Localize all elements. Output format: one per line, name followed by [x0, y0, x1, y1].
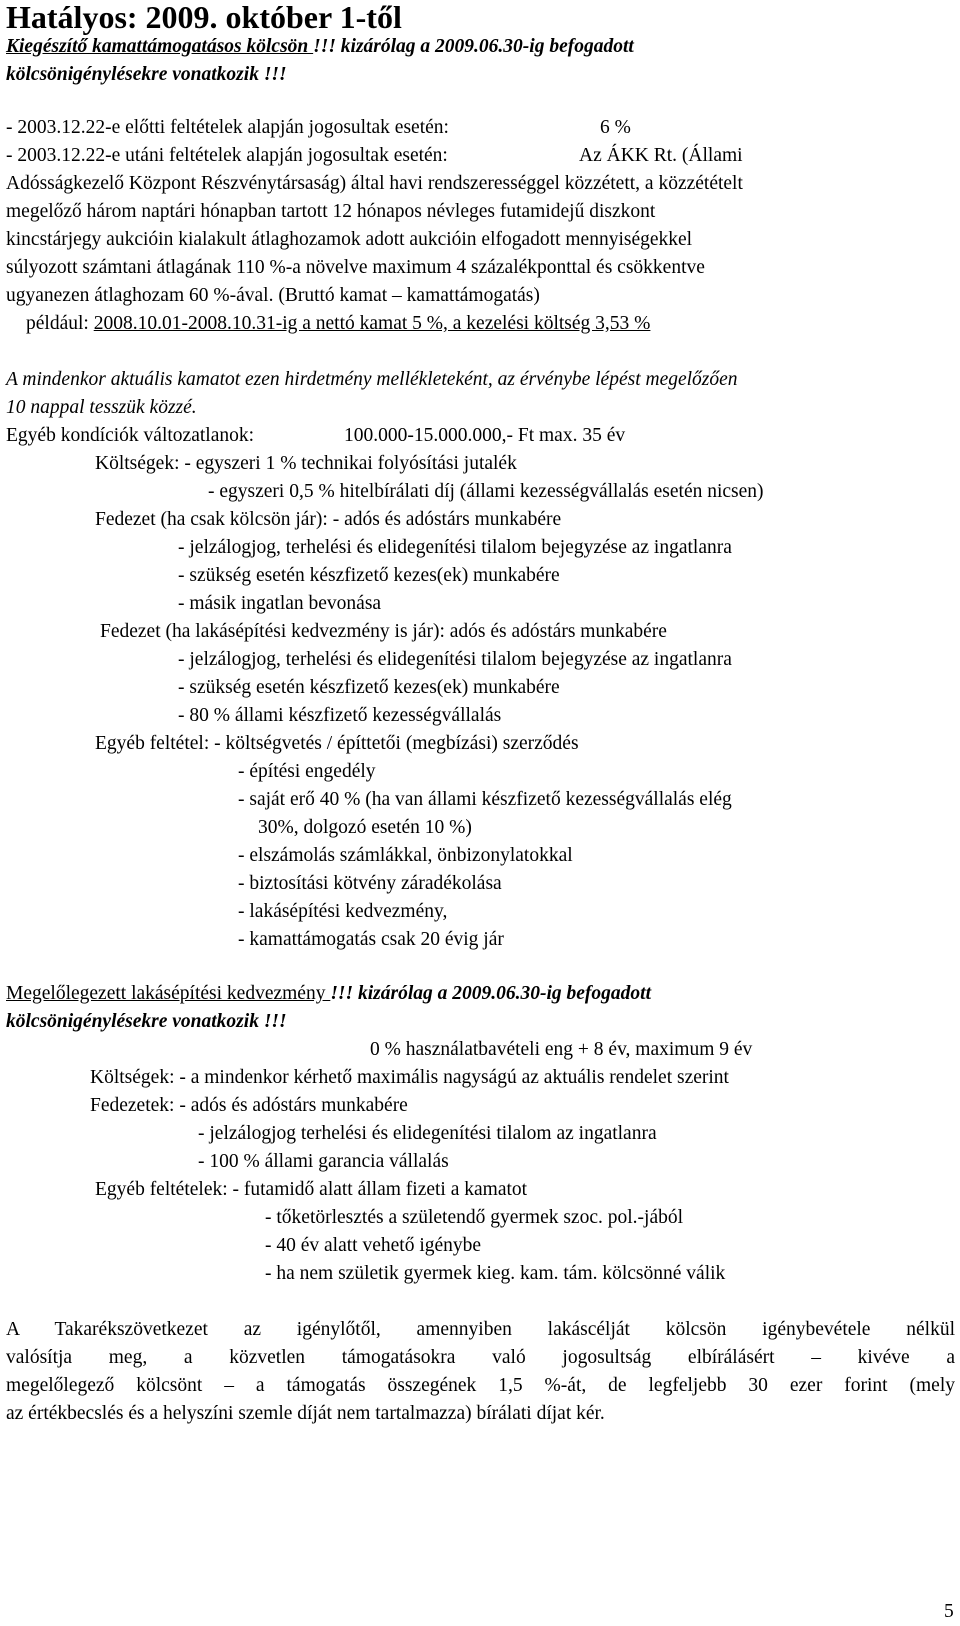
closing-paragraph-line: valósítja meg, a közvetlen támogatásokra való jogosultság elbírálásért – kivéve a [6, 1347, 955, 1368]
other-condition-line: - elszámolás számlákkal, önbizonylatokkal [238, 845, 573, 866]
collateral-line: - jelzálogjog, terhelési és elidegenítési tilalom bejegyzése az ingatlanra [178, 537, 732, 558]
closing-paragraph-line: A Takarékszövetkezet az igénylőtől, amennyiben lakáscélját kölcsön igénybevétele nélkül [6, 1319, 955, 1340]
rate-row-value: 6 % [600, 117, 631, 138]
other-condition-line: - tőketörlesztés a születendő gyermek szoc. pol.-jából [265, 1207, 684, 1228]
conditions-line [6, 422, 626, 450]
notice-line: 10 nappal tesszük közzé. [6, 397, 197, 418]
collateral-line: - szükség esetén készfizető kezes(ek) munkabére [178, 565, 560, 586]
rate-row-label: - 2003.12.22-e utáni feltételek alapján jogosultak esetén: [6, 145, 448, 166]
conditions-value: 100.000-15.000.000,- Ft max. 35 év [344, 425, 626, 446]
section-heading-note: !!! kizárólag a 2009.06.30-ig befogadott [313, 36, 634, 57]
other-condition-line: - kamattámogatás csak 20 évig jár [238, 929, 504, 950]
collateral-line: - szükség esetén készfizető kezes(ek) munkabére [178, 677, 560, 698]
other-condition-line: - saját erő 40 % (ha van állami készfizető kezességvállalás elég [238, 789, 732, 810]
section-heading-note-continued: kölcsönigénylésekre vonatkozik !!! [6, 64, 287, 85]
rate-description-line: ugyanezen átlaghozam 60 %-ával. (Bruttó kamat – kamattámogatás) [6, 285, 540, 306]
closing-paragraph-line: az értékbecslés és a helyszíni szemle díját nem tartalmazza) bírálati díjat kér. [6, 1403, 605, 1424]
interest-line: 0 % használatbavételi eng + 8 év, maximum 9 év [370, 1039, 753, 1060]
example-line [26, 310, 650, 338]
collateral-line: - jelzálogjog, terhelési és elidegenítési tilalom bejegyzése az ingatlanra [178, 649, 732, 670]
costs-line: Költségek: - egyszeri 1 % technikai folyósítási jutalék [95, 453, 517, 474]
other-condition-line: - ha nem születik gyermek kieg. kam. tám. kölcsönné válik [265, 1263, 726, 1284]
collateral-line: - másik ingatlan bevonása [178, 593, 382, 614]
collateral-line: Fedezet (ha lakásépítési kedvezmény is jár): adós és adóstárs munkabére [100, 621, 667, 642]
collateral-line: - jelzálogjog terhelési és elidegenítési tilalom az ingatlanra [198, 1123, 657, 1144]
rate-row-value: Az ÁKK Rt. (Állami [579, 145, 743, 166]
rate-description-line: kincstárjegy aukcióin kialakult átlaghozamok adott aukcióin elfogadott mennyiségekkel [6, 229, 693, 250]
notice-line: A mindenkor aktuális kamatot ezen hirdetmény mellékleteként, az érvénybe lépést megelőzően [6, 369, 738, 390]
example-label: például: [26, 313, 94, 334]
section-heading-text: Megelőlegezett lakásépítési kedvezmény [6, 983, 331, 1004]
rate-row-before-2003 [6, 114, 631, 142]
collateral-line: Fedezet (ha csak kölcsön jár): - adós és adóstárs munkabére [95, 509, 562, 530]
other-condition-line: - biztosítási kötvény záradékolása [238, 873, 502, 894]
other-condition-line: Egyéb feltételek: - futamidő alatt állam fizeti a kamatot [95, 1179, 528, 1200]
other-condition-line: - 40 év alatt vehető igénybe [265, 1235, 482, 1256]
rate-row-label: - 2003.12.22-e előtti feltételek alapján jogosultak esetén: [6, 117, 449, 138]
other-condition-line: - építési engedély [238, 761, 376, 782]
page-number: 5 [944, 1601, 954, 1622]
section-heading-text: Kiegészítő kamattámogatásos kölcsön [6, 36, 314, 57]
section-heading-megelolegezett [6, 980, 651, 1008]
other-condition-line: - lakásépítési kedvezmény, [238, 901, 448, 922]
page-title: Hatályos: 2009. október 1-től [6, 0, 402, 35]
section-heading-note: !!! kizárólag a 2009.06.30-ig befogadott [330, 983, 652, 1004]
conditions-label: Egyéb kondíciók változatlanok: [6, 425, 255, 446]
rate-description-line: súlyozott számtani átlagának 110 %-a növelve maximum 4 százalékponttal és csökkentve [6, 257, 705, 278]
other-condition-line: Egyéb feltétel: - költségvetés / építtetői (megbízási) szerződés [95, 733, 579, 754]
costs-line: Költségek: - a mindenkor kérhető maximális nagyságú az aktuális rendelet szerint [90, 1067, 729, 1088]
closing-paragraph-line: megelőlegező kölcsönt – a támogatás összegének 1,5 %-át, de legfeljebb 30 ezer forint (mely [6, 1375, 955, 1396]
collateral-line: Fedezetek: - adós és adóstárs munkabére [90, 1095, 408, 1116]
example-text: 2008.10.01-2008.10.31-ig a nettó kamat 5 %, a kezelési költség 3,53 % [93, 313, 651, 334]
other-condition-line: 30%, dolgozó esetén 10 %) [258, 817, 472, 838]
section-heading-note-continued: kölcsönigénylésekre vonatkozik !!! [6, 1011, 287, 1032]
rate-row-after-2003 [6, 142, 743, 170]
rate-description-line: Adósságkezelő Központ Részvénytársaság) által havi rendszerességgel közzétett, a közzétételt [6, 173, 743, 194]
collateral-line: - 80 % állami készfizető kezességvállalás [178, 705, 502, 726]
costs-line: - egyszeri 0,5 % hitelbírálati díj (állami kezességvállalás esetén nicsen) [208, 481, 764, 502]
rate-description-line: megelőző három naptári hónapban tartott 12 hónapos névleges futamidejű diszkont [6, 201, 656, 222]
section-heading-kiegeszito [6, 33, 634, 61]
collateral-line: - 100 % állami garancia vállalás [198, 1151, 449, 1172]
